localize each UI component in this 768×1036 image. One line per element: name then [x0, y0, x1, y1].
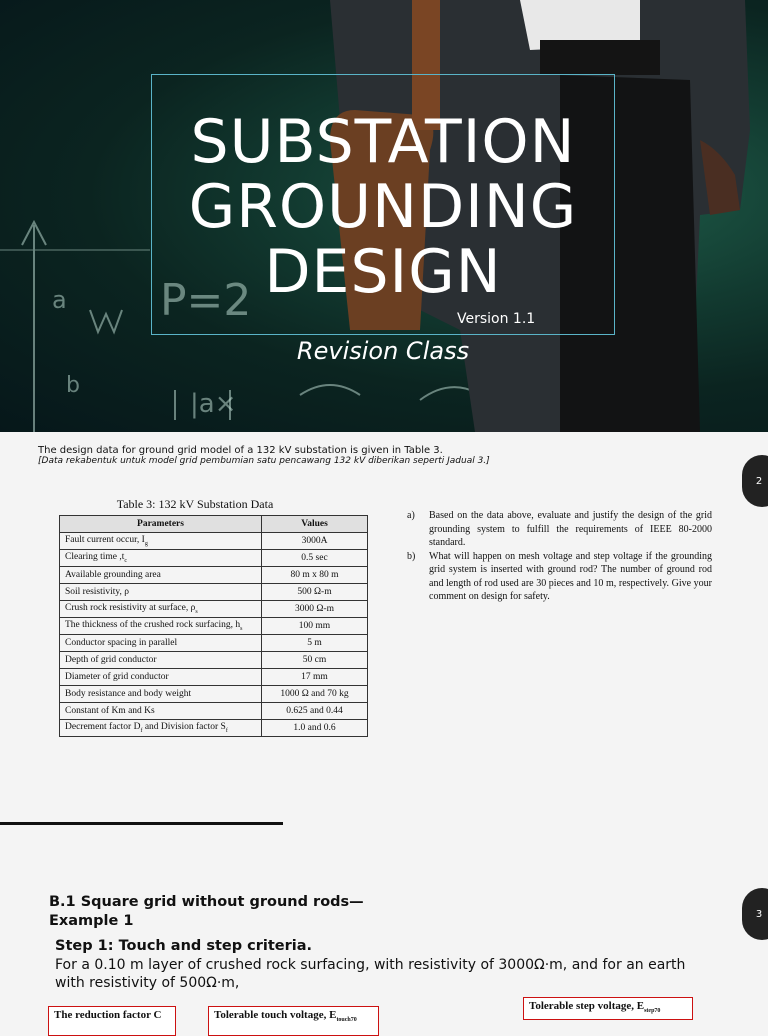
parameter-cell: Diameter of grid conductor	[60, 669, 262, 686]
table-row	[60, 584, 368, 601]
question-item	[407, 509, 712, 550]
question-item	[407, 550, 712, 604]
table-row	[60, 567, 368, 584]
value-cell: 0.5 sec	[262, 550, 368, 567]
box-label: Tolerable touch voltage, E	[214, 1009, 337, 1021]
page-number: 2	[755, 475, 763, 487]
parameter-cell: Available grounding area	[60, 567, 262, 584]
data-slide	[0, 433, 768, 833]
table-row	[60, 635, 368, 652]
parameter-cell: The thickness of the crushed rock surfacing, $h_s$	[60, 618, 262, 635]
question-mark: b)	[407, 550, 416, 562]
value-cell: 50 cm	[262, 652, 368, 669]
intro-text: The design data for ground grid model of a 132 kV substation is given in Table 3.	[38, 445, 443, 456]
section-divider	[0, 822, 283, 825]
table-row	[60, 720, 368, 737]
background-formula: P=2	[160, 275, 252, 326]
box-label-sub: touch70	[336, 1017, 357, 1024]
svg-text:b: b	[66, 373, 80, 398]
table-row	[60, 686, 368, 703]
parameter-cell: Constant of Km and Ks	[60, 703, 262, 720]
value-cell: 100 mm	[262, 618, 368, 635]
table-row	[60, 618, 368, 635]
heading-line-1: B.1 Square grid without ground rods—	[49, 894, 364, 910]
box-label-sub: step70	[644, 1008, 661, 1015]
step-title: Step 1: Touch and step criteria.	[55, 938, 313, 954]
box-label: Tolerable step voltage, E	[529, 1000, 645, 1012]
page-number: 3	[755, 908, 763, 920]
parameter-cell: Body resistance and body weight	[60, 686, 262, 703]
value-cell: 0.625 and 0.44	[262, 703, 368, 720]
value-cell: 17 mm	[262, 669, 368, 686]
parameter-cell: Conductor spacing in parallel	[60, 635, 262, 652]
value-cell: 80 m x 80 m	[262, 567, 368, 584]
page-number-badge[interactable]	[742, 888, 768, 940]
value-cell: 1000 Ω and 70 kg	[262, 686, 368, 703]
question-list	[407, 509, 712, 604]
header-values: Values	[262, 516, 368, 533]
question-text: Based on the data above, evaluate and justify the design of the grid grounding system to fulfill the requirements of IEEE 80-2000 standard.	[429, 510, 712, 548]
value-cell: 3000 Ω-m	[262, 601, 368, 618]
table-row	[60, 703, 368, 720]
parameter-cell: Depth of grid conductor	[60, 652, 262, 669]
step-body: For a 0.10 m layer of crushed rock surfacing, with resistivity of 3000Ω·m, and for an earth with resistivity of 500Ω·m,	[55, 957, 686, 991]
table-row	[60, 652, 368, 669]
table-row	[60, 533, 368, 550]
box-label: The reduction factor C	[54, 1009, 162, 1021]
version-label: Version 1.1	[457, 311, 536, 327]
value-cell: 3000A	[262, 533, 368, 550]
question-text: What will happen on mesh voltage and step voltage if the grounding grid system is inserted with ground rod? The number of ground rod and length of rod used are 30 pieces and 10 m, respectively. Give your comment on design for safety.	[429, 550, 712, 602]
parameter-cell: Decrement factor $D_f$ and Division factor $S_f$	[60, 720, 262, 737]
parameter-cell: Soil resistivity, ρ	[60, 584, 262, 601]
subtitle: Revision Class	[296, 337, 470, 365]
title-line-3: DESIGN	[264, 237, 502, 307]
intro-text-malay: [Data rekabentuk untuk model grid pembumian satu pencawang 132 kV diberikan seperti Jadual 3.]	[38, 456, 490, 466]
value-cell: 500 Ω-m	[262, 584, 368, 601]
table-row	[60, 601, 368, 618]
tolerable-step-voltage-box	[523, 997, 693, 1020]
svg-text:|a×: |a×	[190, 389, 237, 419]
table-row	[60, 550, 368, 567]
title-slide	[0, 0, 768, 432]
parameter-cell: Fault current occur, $I_g$	[60, 533, 262, 550]
title-line-2: GROUNDING	[188, 172, 578, 242]
heading-line-2: Example 1	[49, 913, 134, 929]
svg-text:a: a	[52, 286, 67, 314]
tolerable-touch-voltage-box	[208, 1006, 379, 1036]
table-caption: Table 3: 132 kV Substation Data	[116, 497, 274, 511]
table-header-row	[60, 516, 368, 533]
value-cell: 5 m	[262, 635, 368, 652]
table-row	[60, 669, 368, 686]
page-number-badge[interactable]	[742, 455, 768, 507]
value-cell: 1.0 and 0.6	[262, 720, 368, 737]
header-parameters: Parameters	[60, 516, 262, 533]
parameter-cell: Clearing time $,t_c$	[60, 550, 262, 567]
substation-data-table	[59, 515, 368, 737]
parameter-cell: Crush rock resistivity at surface, $\rho_s$	[60, 601, 262, 618]
reduction-factor-box	[48, 1006, 176, 1036]
question-mark: a)	[407, 510, 415, 521]
title-line-1: SUBSTATION	[190, 107, 576, 177]
section-heading	[49, 893, 364, 931]
slide-title	[151, 107, 615, 307]
